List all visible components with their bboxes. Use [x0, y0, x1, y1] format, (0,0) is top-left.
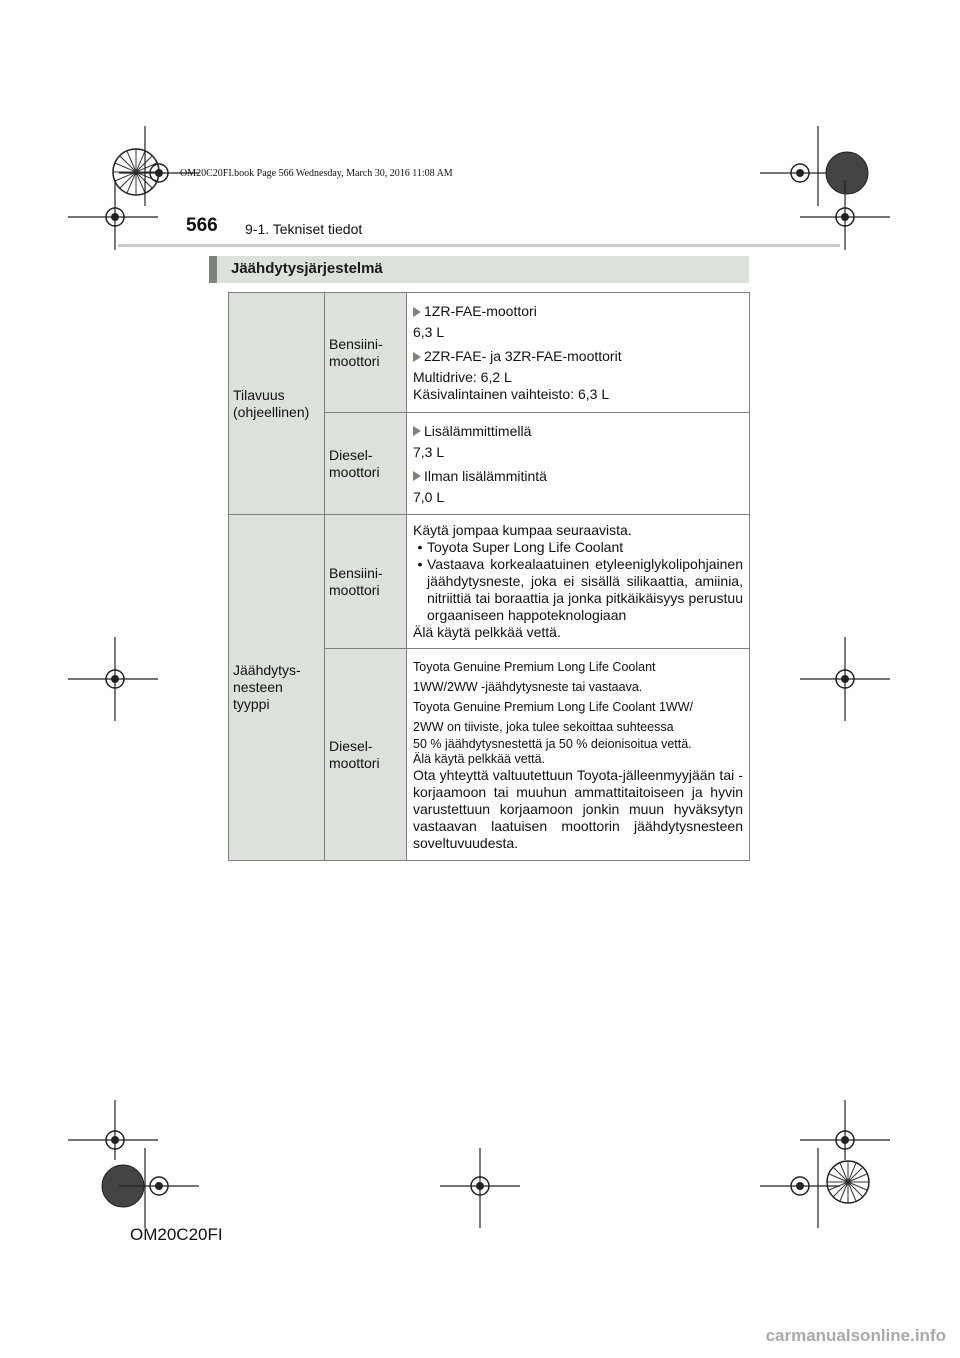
triangle-bullet-icon	[413, 352, 421, 362]
page-number: 566	[186, 215, 218, 236]
capacity-petrol-label-cell	[325, 293, 407, 413]
section-header: 9-1. Tekniset tiedot	[245, 221, 363, 237]
capacity-label-cell	[229, 293, 325, 515]
watermark: carmanualsonline.info	[765, 1326, 946, 1345]
book-info: OM20C20FI.book Page 566 Wednesday, March 30, 2016 11:08 AM	[180, 168, 453, 179]
coolant-diesel-note: Ota yhteyttä valtuutettuun Toyota-jälleenmyyjään tai -korjaamoon tai muuhun ammattitaitoiseen ja hyvin varustettuun korjaamoon jonkin muun hyväksytyn vastaavan laatuisen moottorin jäähdytysnesteen soveltuvuudesta.	[413, 766, 743, 851]
crosshair-mark-side-top-right	[800, 180, 890, 270]
cooling-system-table	[228, 292, 750, 861]
variant-heading: 2ZR-FAE- ja 3ZR-FAE-moottorit	[413, 348, 743, 365]
section-title: Jäähdytysjärjestelmä	[231, 260, 383, 277]
coolant-diesel-text: Älä käytä pelkkää vettä.	[413, 751, 546, 766]
capacity-petrol-label: Bensiini-moottori	[329, 335, 383, 369]
coolant-petrol-label-cell	[325, 515, 407, 649]
capacity-petrol-values	[407, 293, 750, 413]
coolant-diesel-text: 1WW/2WW -jäähdytysneste tai vastaava.	[413, 679, 643, 694]
variant-heading: Ilman lisälämmitintä	[413, 468, 743, 485]
triangle-bullet-icon	[413, 426, 421, 436]
coolant-diesel-values	[407, 649, 750, 861]
table-row	[229, 293, 750, 413]
coolant-diesel-text: 2WW on tiiviste, joka tulee sekoittaa suhteessa	[413, 719, 674, 734]
crosshair-mark-bottom-left	[119, 1148, 199, 1228]
coolant-petrol-label: Bensiini-moottori	[329, 564, 383, 598]
coolant-type-label-cell	[229, 515, 325, 861]
coolant-diesel-text: Toyota Genuine Premium Long Life Coolant	[413, 659, 656, 674]
header-rule	[118, 244, 840, 247]
coolant-petrol-outro: Älä käytä pelkkää vettä.	[413, 623, 561, 640]
registration-mark-bottom-right-outer	[818, 1152, 878, 1212]
section-title-bar	[209, 256, 749, 283]
coolant-diesel-text: 50 % jäähdytysnestettä ja 50 % deionisoitua vettä.	[413, 736, 692, 751]
table-row	[229, 515, 750, 649]
capacity-diesel-label: Diesel-moottori	[329, 446, 380, 480]
triangle-bullet-icon	[413, 307, 421, 317]
crosshair-mark-mid-left	[68, 637, 158, 721]
variant-heading: 1ZR-FAE-moottori	[413, 303, 743, 320]
variant-value: 7,0 L	[413, 488, 445, 505]
coolant-diesel-text: Toyota Genuine Premium Long Life Coolant 1WW/	[413, 699, 693, 714]
crosshair-mark-mid-right	[800, 637, 890, 721]
triangle-bullet-icon	[413, 471, 421, 481]
coolant-diesel-label: Diesel-moottori	[329, 737, 380, 771]
footer-code: OM20C20FI	[130, 1225, 223, 1244]
capacity-label: Tilavuus (ohjeellinen)	[233, 386, 310, 420]
coolant-petrol-intro: Käytä jompaa kumpaa seuraavista.	[413, 521, 632, 538]
capacity-diesel-values	[407, 413, 750, 515]
coolant-diesel-label-cell	[325, 649, 407, 861]
variant-value: 7,3 L	[413, 443, 445, 460]
crosshair-mark-bottom-center	[440, 1148, 520, 1228]
coolant-petrol-values	[407, 515, 750, 649]
variant-value: 6,3 L	[413, 324, 445, 340]
coolant-type-label: Jäähdytys-nesteen tyyppi	[233, 662, 301, 712]
capacity-diesel-label-cell	[325, 413, 407, 515]
variant-value: Multidrive: 6,2 L Käsivalintainen vaihteisto: 6,3 L	[413, 369, 610, 402]
list-item: • Toyota Super Long Life Coolant	[417, 538, 624, 555]
crosshair-mark-side-top-left	[68, 180, 158, 270]
list-item: • Vastaava korkealaatuinen etyleeniglykolipohjainen jäähdytysneste, joka ei sisällä silikaattia, amiinia, nitriittiä tai boraattia ja jonka pitkäikäisyys perustuu orgaaniseen happoteknologiaan	[417, 555, 743, 623]
variant-heading: Lisälämmittimellä	[413, 423, 743, 440]
